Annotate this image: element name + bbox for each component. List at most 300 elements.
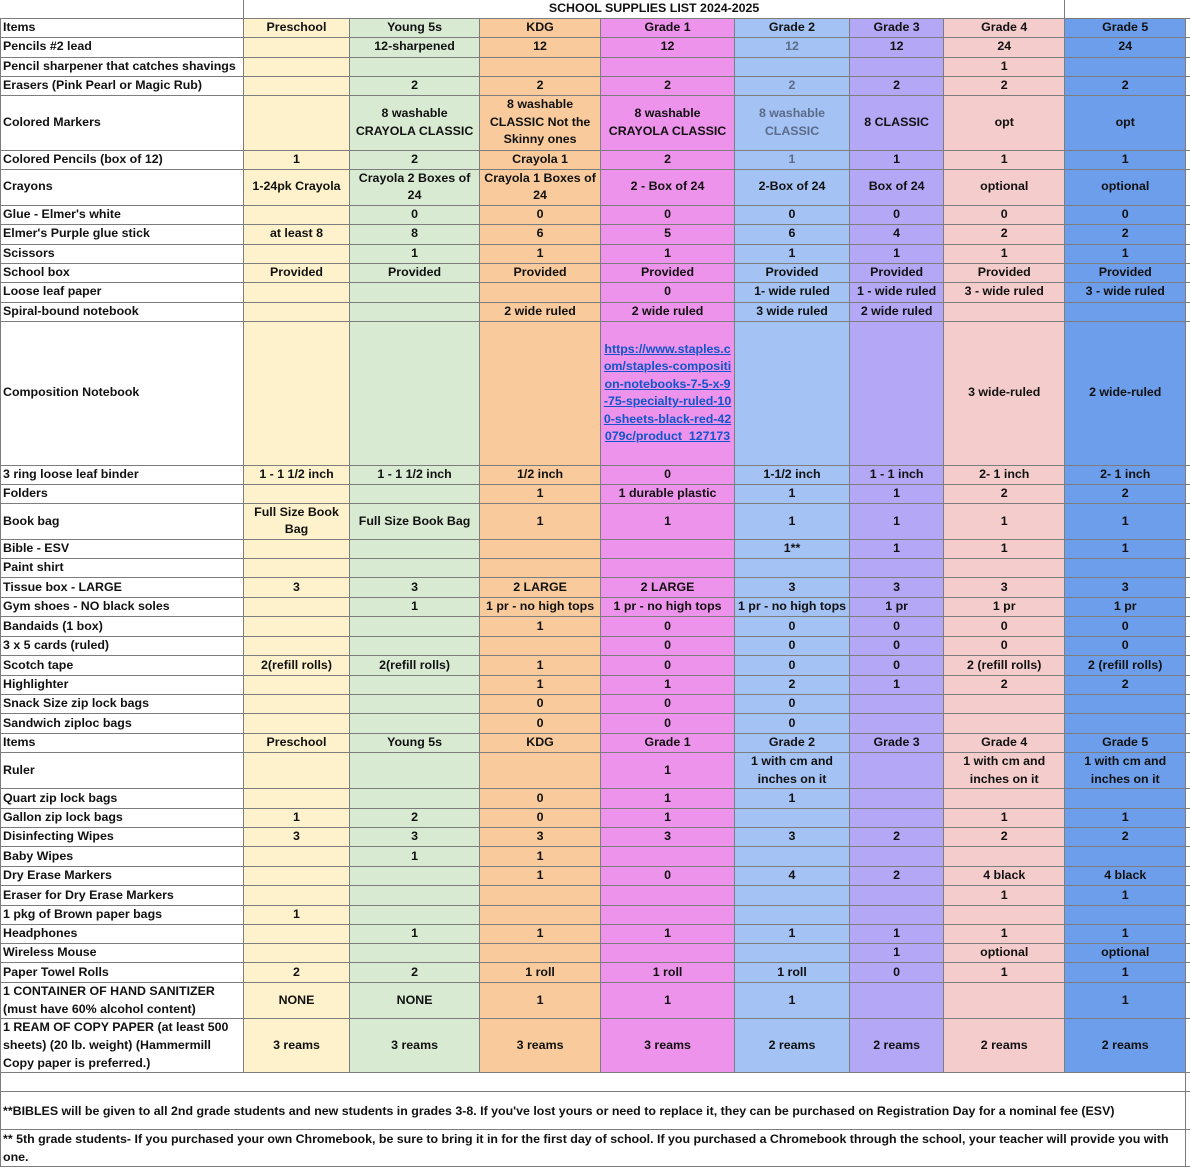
grade5-cell <box>1065 847 1186 867</box>
grade2-cell <box>734 809 850 828</box>
item-name: Gym shoes - NO black soles <box>1 597 244 616</box>
grade3-cell: 1 <box>850 675 944 694</box>
grade1-cell: 1 <box>601 925 734 944</box>
preschool-cell <box>243 57 350 76</box>
table-row <box>1 263 1190 282</box>
preschool-cell <box>243 752 350 788</box>
row-blank-end <box>1186 321 1190 465</box>
grade3-cell: 4 <box>850 224 944 244</box>
grade1-cell <box>601 57 734 76</box>
grade2-cell: 2-Box of 24 <box>734 169 850 205</box>
row-blank-end <box>1186 925 1190 944</box>
young5s-cell <box>350 636 479 655</box>
grade2-cell: Grade 2 <box>734 733 850 752</box>
young5s-cell <box>350 694 479 713</box>
grade1-cell: 1 roll <box>601 963 734 983</box>
kdg-cell: 1 <box>479 484 601 503</box>
grade1-cell: 0 <box>601 205 734 224</box>
grade5-cell <box>1065 906 1186 925</box>
item-name: 1 CONTAINER OF HAND SANITIZER (must have 60% alcohol content) <box>1 983 244 1019</box>
grade3-cell <box>850 713 944 733</box>
kdg-cell <box>479 886 601 906</box>
preschool-cell: 1 - 1 1/2 inch <box>243 465 350 484</box>
grade1-cell: Grade 1 <box>601 733 734 752</box>
item-name: Elmer's Purple glue stick <box>1 224 244 244</box>
young5s-cell: 1 <box>350 244 479 263</box>
item-name: Gallon zip lock bags <box>1 809 244 828</box>
item-name: Paper Towel Rolls <box>1 963 244 983</box>
preschool-cell <box>243 944 350 963</box>
young5s-cell <box>350 944 479 963</box>
table-row <box>1 828 1190 847</box>
table-row <box>1 205 1190 224</box>
young5s-cell: Provided <box>350 263 479 282</box>
row-blank-end <box>1186 675 1190 694</box>
grade5-cell: Provided <box>1065 263 1186 282</box>
item-name: Pencil sharpener that catches shavings <box>1 57 244 76</box>
kdg-cell: 2 wide ruled <box>479 302 601 321</box>
grade5-cell <box>1065 558 1186 577</box>
grade5-cell: 2 <box>1065 76 1186 95</box>
kdg-cell <box>479 944 601 963</box>
grade3-cell: 3 <box>850 577 944 597</box>
row-blank-end <box>1186 465 1190 484</box>
grade2-cell: 8 washable CLASSIC <box>734 95 850 150</box>
note-blank-end <box>1186 1130 1190 1167</box>
table-row <box>1 597 1190 616</box>
item-name: Pencils #2 lead <box>1 37 244 57</box>
grade5-cell: 1 <box>1065 963 1186 983</box>
grade2-cell: 1 with cm and inches on it <box>734 752 850 788</box>
header-row <box>1 18 1190 37</box>
grade5-cell: 1 <box>1065 809 1186 828</box>
young5s-cell: 2 <box>350 150 479 169</box>
grade4-cell: 2 (refill rolls) <box>943 655 1064 675</box>
grade5-cell: 2 reams <box>1065 1019 1186 1073</box>
grade4-cell <box>943 983 1064 1019</box>
kdg-cell: 1 <box>479 616 601 636</box>
young5s-cell <box>350 886 479 906</box>
preschool-cell <box>243 886 350 906</box>
preschool-cell <box>243 847 350 867</box>
grade3-cell <box>850 57 944 76</box>
young5s-cell: 3 <box>350 828 479 847</box>
young5s-cell <box>350 282 479 302</box>
grade2-cell: 0 <box>734 713 850 733</box>
grade3-cell: 1 <box>850 503 944 539</box>
grade5-cell: optional <box>1065 944 1186 963</box>
grade5-cell: optional <box>1065 169 1186 205</box>
grade1-cell: 1 <box>601 789 734 809</box>
grade4-cell: 1 <box>943 809 1064 828</box>
grade2-cell <box>734 57 850 76</box>
grade5-cell: 2- 1 inch <box>1065 465 1186 484</box>
product-link[interactable]: https://www.staples.com/staples-composition-notebooks-7-5-x-9-75-specialty-ruled-100-sheets-black-red-42079c/product_127173 <box>603 341 732 444</box>
grade5-cell: 1 <box>1065 886 1186 906</box>
grade5-cell <box>1065 789 1186 809</box>
grade2-cell: 1 <box>734 484 850 503</box>
kdg-cell: 0 <box>479 694 601 713</box>
table-row <box>1 577 1190 597</box>
grade5-cell: 2 <box>1065 224 1186 244</box>
kdg-cell: 0 <box>479 205 601 224</box>
table-row <box>1 809 1190 828</box>
preschool-cell <box>243 616 350 636</box>
preschool-cell: 3 reams <box>243 1019 350 1073</box>
grade4-cell: 24 <box>943 37 1064 57</box>
grade5-cell: 0 <box>1065 616 1186 636</box>
grade5-cell: 1 <box>1065 925 1186 944</box>
grade1-cell: 1 <box>601 809 734 828</box>
item-name: Scissors <box>1 244 244 263</box>
grade1-cell: 1 pr - no high tops <box>601 597 734 616</box>
table-row <box>1 244 1190 263</box>
grade1-cell: 2 wide ruled <box>601 302 734 321</box>
row-blank-end <box>1186 983 1190 1019</box>
grade5-cell: 1 <box>1065 539 1186 558</box>
grade1-cell: 2 <box>601 76 734 95</box>
preschool-cell <box>243 205 350 224</box>
row-blank-end <box>1186 616 1190 636</box>
grade5-cell: 1 <box>1065 983 1186 1019</box>
grade3-cell: Provided <box>850 263 944 282</box>
grade1-cell <box>601 886 734 906</box>
grade5-cell: 1 pr <box>1065 597 1186 616</box>
young5s-cell: 2(refill rolls) <box>350 655 479 675</box>
grade3-cell <box>850 752 944 788</box>
grade1-cell: 1 durable plastic <box>601 484 734 503</box>
item-name: Wireless Mouse <box>1 944 244 963</box>
footnote: ** 5th grade students- If you purchased your own Chromebook, be sure to bring it in for the first day of school. If you purchased a Chromebook through the school, your teacher will provide you with one. <box>1 1130 1186 1167</box>
row-blank-end <box>1186 484 1190 503</box>
grade3-cell: 2 reams <box>850 1019 944 1073</box>
grade3-cell: Box of 24 <box>850 169 944 205</box>
grade2-cell: 3 <box>734 577 850 597</box>
kdg-cell: KDG <box>479 18 601 37</box>
title-row-blank <box>1065 0 1186 18</box>
table-row <box>1 150 1190 169</box>
row-blank-end <box>1186 169 1190 205</box>
grade1-cell <box>601 906 734 925</box>
table-row <box>1 655 1190 675</box>
row-blank-end <box>1186 789 1190 809</box>
grade2-cell: 1 pr - no high tops <box>734 597 850 616</box>
row-blank-end <box>1186 263 1190 282</box>
grade3-cell: 2 <box>850 867 944 886</box>
grade4-cell: 1 pr <box>943 597 1064 616</box>
table-row <box>1 789 1190 809</box>
table-row <box>1 713 1190 733</box>
item-name: Highlighter <box>1 675 244 694</box>
preschool-cell: Preschool <box>243 18 350 37</box>
grade4-cell: optional <box>943 944 1064 963</box>
preschool-cell <box>243 282 350 302</box>
item-name: Loose leaf paper <box>1 282 244 302</box>
young5s-cell <box>350 539 479 558</box>
grade1-cell: 1 <box>601 503 734 539</box>
row-blank-end <box>1186 963 1190 983</box>
grade2-cell: 0 <box>734 616 850 636</box>
row-blank-end <box>1186 244 1190 263</box>
table-row <box>1 484 1190 503</box>
table-row <box>1 1019 1190 1073</box>
item-name: Glue - Elmer's white <box>1 205 244 224</box>
grade1-cell: Provided <box>601 263 734 282</box>
grade2-cell: 1** <box>734 539 850 558</box>
note-row <box>1 1092 1190 1130</box>
spacer-cell <box>1 1073 1186 1092</box>
item-name: Scotch tape <box>1 655 244 675</box>
grade4-cell: 3 wide-ruled <box>943 321 1064 465</box>
grade2-cell: Provided <box>734 263 850 282</box>
grade1-cell <box>601 321 734 465</box>
grade3-cell: 1 <box>850 244 944 263</box>
grade4-cell: 2 <box>943 675 1064 694</box>
kdg-cell: 12 <box>479 37 601 57</box>
grade4-cell <box>943 789 1064 809</box>
young5s-cell: 8 washable CRAYOLA CLASSIC <box>350 95 479 150</box>
grade5-cell: 4 black <box>1065 867 1186 886</box>
grade2-cell: 2 reams <box>734 1019 850 1073</box>
young5s-cell: 3 reams <box>350 1019 479 1073</box>
table-row <box>1 76 1190 95</box>
grade5-cell: 3 - wide ruled <box>1065 282 1186 302</box>
grade4-cell: 2 reams <box>943 1019 1064 1073</box>
grade4-cell <box>943 302 1064 321</box>
item-name: 3 x 5 cards (ruled) <box>1 636 244 655</box>
grade5-cell: 1 <box>1065 244 1186 263</box>
young5s-cell: 1 <box>350 925 479 944</box>
young5s-cell: 1 - 1 1/2 inch <box>350 465 479 484</box>
kdg-cell: KDG <box>479 733 601 752</box>
kdg-cell: 1 <box>479 983 601 1019</box>
table-row <box>1 302 1190 321</box>
item-name: Items <box>1 733 244 752</box>
item-name: School box <box>1 263 244 282</box>
item-name: Erasers (Pink Pearl or Magic Rub) <box>1 76 244 95</box>
table-row <box>1 752 1190 788</box>
grade3-cell <box>850 789 944 809</box>
young5s-cell: Young 5s <box>350 18 479 37</box>
preschool-cell <box>243 597 350 616</box>
kdg-cell: 0 <box>479 789 601 809</box>
item-name: Bible - ESV <box>1 539 244 558</box>
grade2-cell: 1- wide ruled <box>734 282 850 302</box>
preschool-cell <box>243 558 350 577</box>
grade2-cell: 0 <box>734 205 850 224</box>
grade1-cell: 2 - Box of 24 <box>601 169 734 205</box>
table-row <box>1 465 1190 484</box>
grade3-cell: 0 <box>850 636 944 655</box>
grade3-cell: 1 - 1 inch <box>850 465 944 484</box>
grade4-cell <box>943 558 1064 577</box>
table-row <box>1 558 1190 577</box>
grade4-cell: 0 <box>943 616 1064 636</box>
grade4-cell: 1 with cm and inches on it <box>943 752 1064 788</box>
grade1-cell: 8 washable CRAYOLA CLASSIC <box>601 95 734 150</box>
grade5-cell: 0 <box>1065 636 1186 655</box>
item-name: Composition Notebook <box>1 321 244 465</box>
kdg-cell <box>479 752 601 788</box>
row-blank-end <box>1186 828 1190 847</box>
kdg-cell: 1/2 inch <box>479 465 601 484</box>
grade1-cell: 1 <box>601 983 734 1019</box>
grade1-cell: Grade 1 <box>601 18 734 37</box>
preschool-cell: 1 <box>243 906 350 925</box>
item-name: Book bag <box>1 503 244 539</box>
grade1-cell: 0 <box>601 867 734 886</box>
young5s-cell: Crayola 2 Boxes of 24 <box>350 169 479 205</box>
grade2-cell: 1-1/2 inch <box>734 465 850 484</box>
preschool-cell <box>243 76 350 95</box>
preschool-cell <box>243 321 350 465</box>
preschool-cell: Full Size Book Bag <box>243 503 350 539</box>
grade4-cell: optional <box>943 169 1064 205</box>
grade2-cell: 0 <box>734 694 850 713</box>
young5s-cell: 2 <box>350 809 479 828</box>
grade4-cell: 2 <box>943 76 1064 95</box>
row-blank-end <box>1186 18 1190 37</box>
grade5-cell: 0 <box>1065 205 1186 224</box>
footnote: **BIBLES will be given to all 2nd grade students and new students in grades 3-8. If you've lost yours or need to replace it, they can be purchased on Registration Day for a nominal fee (ESV) <box>1 1092 1186 1130</box>
table-row <box>1 503 1190 539</box>
row-blank-end <box>1186 150 1190 169</box>
preschool-cell <box>243 484 350 503</box>
young5s-cell: 8 <box>350 224 479 244</box>
grade1-cell: 0 <box>601 713 734 733</box>
grade4-cell: 1 <box>943 925 1064 944</box>
kdg-cell: 0 <box>479 809 601 828</box>
grade4-cell: 2 <box>943 224 1064 244</box>
grade2-cell: 1 <box>734 789 850 809</box>
preschool-cell <box>243 37 350 57</box>
grade2-cell: 6 <box>734 224 850 244</box>
young5s-cell <box>350 321 479 465</box>
young5s-cell <box>350 484 479 503</box>
preschool-cell: at least 8 <box>243 224 350 244</box>
grade2-cell: Grade 2 <box>734 18 850 37</box>
grade4-cell <box>943 906 1064 925</box>
item-name: Ruler <box>1 752 244 788</box>
grade2-cell <box>734 906 850 925</box>
kdg-cell: 1 <box>479 244 601 263</box>
kdg-cell: 2 <box>479 76 601 95</box>
grade1-cell: 12 <box>601 37 734 57</box>
grade4-cell: 2- 1 inch <box>943 465 1064 484</box>
grade2-cell: 1 <box>734 150 850 169</box>
grade1-cell <box>601 944 734 963</box>
grade2-cell <box>734 321 850 465</box>
preschool-cell <box>243 244 350 263</box>
row-blank-end <box>1186 539 1190 558</box>
grade5-cell: 1 <box>1065 150 1186 169</box>
grade2-cell: 1 <box>734 503 850 539</box>
grade3-cell <box>850 694 944 713</box>
item-name: Baby Wipes <box>1 847 244 867</box>
table-row <box>1 675 1190 694</box>
young5s-cell: 3 <box>350 577 479 597</box>
grade3-cell: 1 <box>850 484 944 503</box>
grade4-cell: 1 <box>943 57 1064 76</box>
preschool-cell <box>243 694 350 713</box>
grade1-cell: 0 <box>601 282 734 302</box>
young5s-cell <box>350 675 479 694</box>
grade3-cell: 2 <box>850 828 944 847</box>
item-name: Crayons <box>1 169 244 205</box>
grade4-cell: opt <box>943 95 1064 150</box>
grade1-cell: 5 <box>601 224 734 244</box>
row-blank-end <box>1186 867 1190 886</box>
row-blank-end <box>1186 302 1190 321</box>
grade5-cell: Grade 5 <box>1065 733 1186 752</box>
row-blank-end <box>1186 694 1190 713</box>
grade1-cell: 0 <box>601 694 734 713</box>
preschool-cell: NONE <box>243 983 350 1019</box>
item-name: Snack Size zip lock bags <box>1 694 244 713</box>
grade3-cell: 0 <box>850 655 944 675</box>
grade5-cell: opt <box>1065 95 1186 150</box>
grade5-cell <box>1065 57 1186 76</box>
table-row <box>1 539 1190 558</box>
grade2-cell: 3 <box>734 828 850 847</box>
grade1-cell: 3 reams <box>601 1019 734 1073</box>
item-name: Sandwich ziploc bags <box>1 713 244 733</box>
preschool-cell <box>243 302 350 321</box>
grade2-cell: 1 <box>734 244 850 263</box>
item-name: Colored Markers <box>1 95 244 150</box>
kdg-cell <box>479 57 601 76</box>
grade1-cell <box>601 847 734 867</box>
young5s-cell <box>350 713 479 733</box>
grade2-cell: 0 <box>734 636 850 655</box>
preschool-cell <box>243 867 350 886</box>
preschool-cell <box>243 675 350 694</box>
preschool-cell: Preschool <box>243 733 350 752</box>
grade4-cell <box>943 713 1064 733</box>
preschool-cell <box>243 925 350 944</box>
grade5-cell: 2 wide-ruled <box>1065 321 1186 465</box>
grade4-cell: 3 <box>943 577 1064 597</box>
item-name: Folders <box>1 484 244 503</box>
item-name: Paint shirt <box>1 558 244 577</box>
title-row-blank <box>1 0 244 18</box>
row-blank-end <box>1186 597 1190 616</box>
grade3-cell: 1 <box>850 944 944 963</box>
row-blank-end <box>1186 558 1190 577</box>
row-blank-end <box>1186 224 1190 244</box>
grade3-cell: 12 <box>850 37 944 57</box>
header-row <box>1 733 1190 752</box>
young5s-cell: Full Size Book Bag <box>350 503 479 539</box>
grade5-cell: 3 <box>1065 577 1186 597</box>
item-name: Bandaids (1 box) <box>1 616 244 636</box>
grade3-cell: 2 wide ruled <box>850 302 944 321</box>
kdg-cell: 2 LARGE <box>479 577 601 597</box>
table-row <box>1 37 1190 57</box>
table-row <box>1 886 1190 906</box>
grade1-cell: 0 <box>601 616 734 636</box>
grade3-cell <box>850 321 944 465</box>
grade1-cell <box>601 558 734 577</box>
table-row <box>1 636 1190 655</box>
kdg-cell: 6 <box>479 224 601 244</box>
item-name: Dry Erase Markers <box>1 867 244 886</box>
row-blank-end <box>1186 906 1190 925</box>
item-name: 3 ring loose leaf binder <box>1 465 244 484</box>
preschool-cell: 3 <box>243 828 350 847</box>
grade3-cell <box>850 886 944 906</box>
young5s-cell <box>350 302 479 321</box>
